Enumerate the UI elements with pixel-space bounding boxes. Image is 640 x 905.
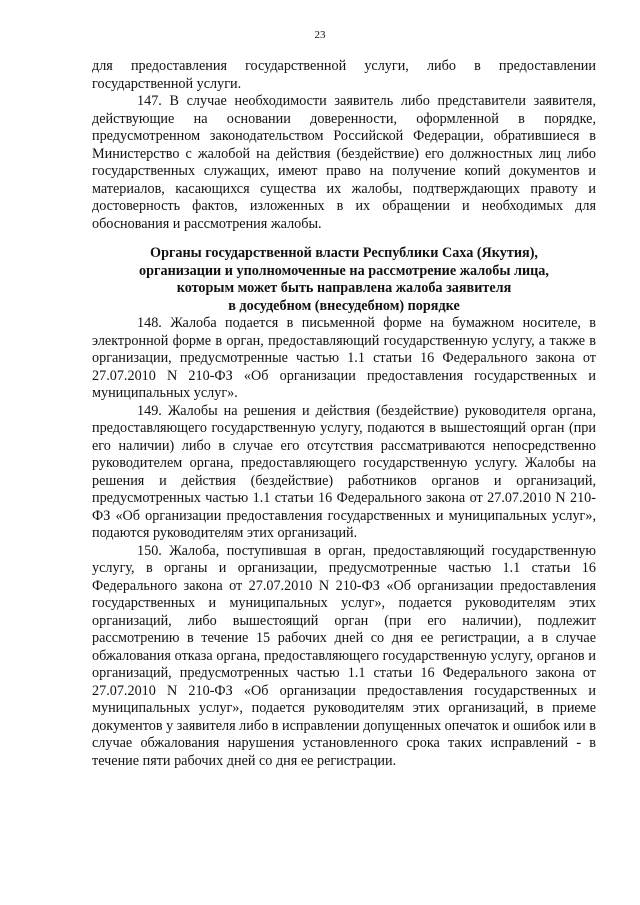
- heading-line: Органы государственной власти Республики Саха (Якутия),: [150, 245, 538, 261]
- paragraph-148: 148. Жалоба подается в письменной форме на бумажном носителе, в электронной форме в орган, предоставляющий государственную услугу, а также в организации, предусмотренные частью 1.1 статьи 16 Федерального закона от 27.07.2010 N 210-ФЗ «Об организации предоставления государственных и муниципальных услуг».: [92, 315, 596, 401]
- heading-line: в досудебном (внесудебном) порядке: [228, 297, 460, 314]
- heading-line: которым может быть направлена жалоба заявителя: [176, 280, 512, 296]
- paragraph-continuation: для предоставления государственной услуги, либо в предоставлении государственной услуги.: [92, 58, 596, 92]
- paragraph-147: 147. В случае необходимости заявитель либо представители заявителя, действующие на основании доверенности, оформленной в порядке, предусмотренном законодательством Российской Федерации, обратившиеся в Министерство с жалобой на действия (бездействие) его должностных лиц либо государственных служащих, имеют право на получение копий документов и материалов, касающихся существа их жалобы, подтверждающих правоту и достоверность фактов, изложенных в их обращении и необходимых для обоснования и рассмотрения жалобы.: [92, 93, 596, 232]
- page-number: 23: [314, 29, 326, 41]
- document-body: [92, 58, 596, 770]
- heading-line: организации и уполномоченные на рассмотрение жалобы лица,: [139, 262, 549, 279]
- paragraph-149: 149. Жалобы на решения и действия (бездействие) руководителя органа, предоставляющего государственную услугу, подаются в вышестоящий орган (при его наличии) либо в случае его отсутствия рассматриваются непосредственно руководителем органа, предоставляющего государственную услугу. Жалобы на решения и действия (бездействие) работников органов и организаций, предусмотренных частью 1.1 статьи 16 Федерального закона от 27.07.2010 N 210-ФЗ «Об организации предоставления государственных и муниципальных услуг», подаются руководителям этих организаций.: [92, 402, 596, 541]
- paragraph-150: 150. Жалоба, поступившая в орган, предоставляющий государственную услугу, в органы и организации, предусмотренные частью 1.1 статьи 16 Федерального закона от 27.07.2010 N 210-ФЗ «Об организации предоставления государственных и муниципальных услуг», подается руководителям этих организаций, либо вышестоящий орган (при его наличии), подлежит рассмотрению в течение 15 рабочих дней со дня ее регистрации, а в случае обжалования отказа органа, предоставляющего государственную услугу, органов и организаций, предусмотренных частью 1.1 статьи 16 Федерального закона от 27.07.2010 N 210-ФЗ «Об организации предоставления государственных и муниципальных услуг», подается руководителям этих организаций, в приеме документов у заявителя либо в исправлении допущенных опечаток и ошибок или в случае обжалования нарушения установленного срока таких исправлений - в течение пяти рабочих дней со дня ее регистрации.: [92, 542, 596, 769]
- section-heading: [92, 245, 596, 315]
